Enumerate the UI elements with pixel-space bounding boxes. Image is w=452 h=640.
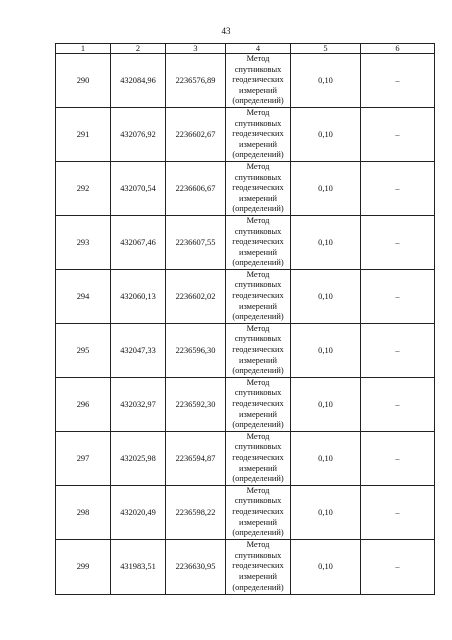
x-coordinate-cell: 432032,97 <box>111 377 166 431</box>
point-number-cell: 298 <box>56 485 111 539</box>
point-number-cell: 297 <box>56 431 111 485</box>
table-row <box>56 269 435 323</box>
accuracy-cell: 0,10 <box>291 107 361 161</box>
y-coordinate-cell: 2236592,30 <box>166 377 226 431</box>
coordinates-table <box>55 43 435 595</box>
table-row <box>56 54 435 108</box>
point-number-cell: 292 <box>56 161 111 215</box>
y-coordinate-cell: 2236602,67 <box>166 107 226 161</box>
method-cell: Метод спутниковых геодезических измерений (определений) <box>226 431 291 485</box>
point-number-cell: 294 <box>56 269 111 323</box>
method-cell: Метод спутниковых геодезических измерений (определений) <box>226 377 291 431</box>
point-number-cell: 295 <box>56 323 111 377</box>
accuracy-cell: 0,10 <box>291 485 361 539</box>
accuracy-cell: 0,10 <box>291 215 361 269</box>
point-number-cell: 299 <box>56 539 111 594</box>
note-cell: – <box>361 269 435 323</box>
accuracy-cell: 0,10 <box>291 431 361 485</box>
method-cell: Метод спутниковых геодезических измерений (определений) <box>226 485 291 539</box>
y-coordinate-cell: 2236596,30 <box>166 323 226 377</box>
accuracy-cell: 0,10 <box>291 54 361 108</box>
method-cell: Метод спутниковых геодезических измерений (определений) <box>226 269 291 323</box>
table-row <box>56 215 435 269</box>
accuracy-cell: 0,10 <box>291 377 361 431</box>
y-coordinate-cell: 2236606,67 <box>166 161 226 215</box>
x-coordinate-cell: 432020,49 <box>111 485 166 539</box>
method-cell: Метод спутниковых геодезических измерений (определений) <box>226 161 291 215</box>
x-coordinate-cell: 432070,54 <box>111 161 166 215</box>
y-coordinate-cell: 2236607,55 <box>166 215 226 269</box>
column-header: 3 <box>166 44 226 54</box>
y-coordinate-cell: 2236594,87 <box>166 431 226 485</box>
column-header: 5 <box>291 44 361 54</box>
note-cell: – <box>361 215 435 269</box>
x-coordinate-cell: 432084,96 <box>111 54 166 108</box>
point-number-cell: 290 <box>56 54 111 108</box>
note-cell: – <box>361 323 435 377</box>
table-row <box>56 431 435 485</box>
x-coordinate-cell: 432025,98 <box>111 431 166 485</box>
table-row <box>56 539 435 594</box>
accuracy-cell: 0,10 <box>291 269 361 323</box>
table-row <box>56 485 435 539</box>
note-cell: – <box>361 485 435 539</box>
y-coordinate-cell: 2236598,22 <box>166 485 226 539</box>
x-coordinate-cell: 432060,13 <box>111 269 166 323</box>
method-cell: Метод спутниковых геодезических измерений (определений) <box>226 215 291 269</box>
table-row <box>56 161 435 215</box>
column-header: 1 <box>56 44 111 54</box>
y-coordinate-cell: 2236630,95 <box>166 539 226 594</box>
y-coordinate-cell: 2236602,02 <box>166 269 226 323</box>
note-cell: – <box>361 54 435 108</box>
column-header: 6 <box>361 44 435 54</box>
method-cell: Метод спутниковых геодезических измерений (определений) <box>226 107 291 161</box>
note-cell: – <box>361 539 435 594</box>
note-cell: – <box>361 377 435 431</box>
method-cell: Метод спутниковых геодезических измерений (определений) <box>226 539 291 594</box>
method-cell: Метод спутниковых геодезических измерений (определений) <box>226 54 291 108</box>
y-coordinate-cell: 2236576,89 <box>166 54 226 108</box>
note-cell: – <box>361 431 435 485</box>
point-number-cell: 296 <box>56 377 111 431</box>
point-number-cell: 293 <box>56 215 111 269</box>
x-coordinate-cell: 431983,51 <box>111 539 166 594</box>
x-coordinate-cell: 432076,92 <box>111 107 166 161</box>
accuracy-cell: 0,10 <box>291 539 361 594</box>
table-row <box>56 107 435 161</box>
column-header: 4 <box>226 44 291 54</box>
note-cell: – <box>361 161 435 215</box>
note-cell: – <box>361 107 435 161</box>
column-header: 2 <box>111 44 166 54</box>
point-number-cell: 291 <box>56 107 111 161</box>
table-row <box>56 377 435 431</box>
accuracy-cell: 0,10 <box>291 161 361 215</box>
x-coordinate-cell: 432047,33 <box>111 323 166 377</box>
table-header-row <box>56 44 435 54</box>
page-number: 43 <box>221 26 231 36</box>
table-row <box>56 323 435 377</box>
accuracy-cell: 0,10 <box>291 323 361 377</box>
method-cell: Метод спутниковых геодезических измерений (определений) <box>226 323 291 377</box>
x-coordinate-cell: 432067,46 <box>111 215 166 269</box>
